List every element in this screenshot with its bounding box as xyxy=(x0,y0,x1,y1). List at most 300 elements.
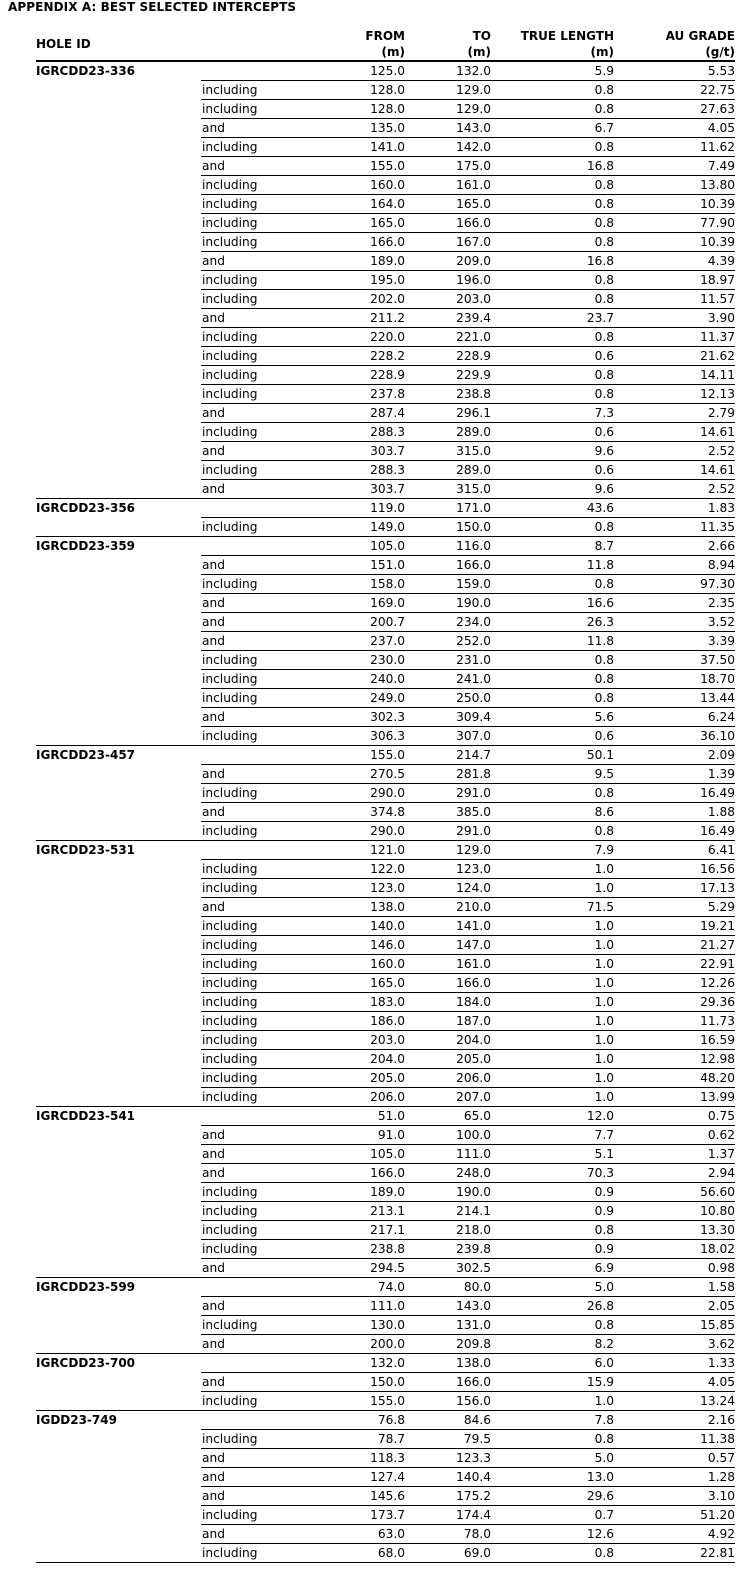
au-grade-cell: 11.37 xyxy=(614,328,735,347)
qualifier-cell: including xyxy=(201,290,321,309)
true-length-cell: 8.7 xyxy=(491,537,614,556)
true-length-cell: 7.8 xyxy=(491,1411,614,1430)
qualifier-cell: and xyxy=(201,442,321,461)
au-grade-cell: 2.52 xyxy=(614,442,735,461)
qualifier-cell: and xyxy=(201,1297,321,1316)
to-cell: 143.0 xyxy=(405,119,491,138)
qualifier-cell: including xyxy=(201,233,321,252)
true-length-cell: 70.3 xyxy=(491,1164,614,1183)
au-grade-cell: 21.27 xyxy=(614,936,735,955)
true-length-cell: 1.0 xyxy=(491,974,614,993)
true-length-cell: 0.8 xyxy=(491,784,614,803)
from-cell: 140.0 xyxy=(321,917,405,936)
au-grade-cell: 18.70 xyxy=(614,670,735,689)
header-true-length-label: TRUE LENGTH xyxy=(520,29,614,43)
qualifier-cell: and xyxy=(201,708,321,727)
to-cell: 221.0 xyxy=(405,328,491,347)
from-cell: 220.0 xyxy=(321,328,405,347)
true-length-cell: 7.9 xyxy=(491,841,614,860)
qualifier-cell: including xyxy=(201,1012,321,1031)
to-cell: 165.0 xyxy=(405,195,491,214)
au-grade-cell: 3.10 xyxy=(614,1487,735,1506)
true-length-cell: 26.3 xyxy=(491,613,614,632)
to-cell: 203.0 xyxy=(405,290,491,309)
qualifier-cell: and xyxy=(201,252,321,271)
qualifier-cell: including xyxy=(201,1544,321,1563)
au-grade-cell: 2.05 xyxy=(614,1297,735,1316)
from-cell: 118.3 xyxy=(321,1449,405,1468)
from-cell: 149.0 xyxy=(321,518,405,537)
qualifier-cell: and xyxy=(201,1487,321,1506)
qualifier-cell xyxy=(201,61,321,81)
qualifier-cell xyxy=(201,841,321,860)
qualifier-cell: including xyxy=(201,1031,321,1050)
header-hole-id: HOLE ID xyxy=(36,27,201,61)
header-to-label: TO xyxy=(472,29,491,43)
true-length-cell: 0.8 xyxy=(491,290,614,309)
true-length-cell: 0.6 xyxy=(491,461,614,480)
from-cell: 91.0 xyxy=(321,1126,405,1145)
true-length-cell: 0.8 xyxy=(491,233,614,252)
qualifier-cell: including xyxy=(201,100,321,119)
true-length-cell: 16.6 xyxy=(491,594,614,613)
true-length-cell: 1.0 xyxy=(491,860,614,879)
au-grade-cell: 1.88 xyxy=(614,803,735,822)
au-grade-cell: 48.20 xyxy=(614,1069,735,1088)
true-length-cell: 13.0 xyxy=(491,1468,614,1487)
true-length-cell: 11.8 xyxy=(491,632,614,651)
true-length-cell: 9.5 xyxy=(491,765,614,784)
from-cell: 119.0 xyxy=(321,499,405,518)
qualifier-cell xyxy=(201,1107,321,1126)
qualifier-cell: including xyxy=(201,670,321,689)
qualifier-cell xyxy=(201,499,321,518)
to-cell: 281.8 xyxy=(405,765,491,784)
au-grade-cell: 1.83 xyxy=(614,499,735,518)
au-grade-cell: 4.05 xyxy=(614,119,735,138)
qualifier-cell: including xyxy=(201,81,321,100)
header-au-grade-label: AU GRADE xyxy=(665,29,735,43)
to-cell: 248.0 xyxy=(405,1164,491,1183)
au-grade-cell: 4.39 xyxy=(614,252,735,271)
au-grade-cell: 16.49 xyxy=(614,822,735,841)
au-grade-cell: 13.99 xyxy=(614,1088,735,1107)
to-cell: 205.0 xyxy=(405,1050,491,1069)
true-length-cell: 0.7 xyxy=(491,1506,614,1525)
to-cell: 65.0 xyxy=(405,1107,491,1126)
from-cell: 189.0 xyxy=(321,252,405,271)
from-cell: 166.0 xyxy=(321,1164,405,1183)
to-cell: 184.0 xyxy=(405,993,491,1012)
qualifier-cell: including xyxy=(201,974,321,993)
table-row xyxy=(36,1354,735,1373)
true-length-cell: 0.8 xyxy=(491,100,614,119)
from-cell: 127.4 xyxy=(321,1468,405,1487)
from-cell: 211.2 xyxy=(321,309,405,328)
au-grade-cell: 12.26 xyxy=(614,974,735,993)
au-grade-cell: 11.35 xyxy=(614,518,735,537)
true-length-cell: 1.0 xyxy=(491,1050,614,1069)
qualifier-cell: including xyxy=(201,936,321,955)
header-au-grade xyxy=(614,27,735,61)
to-cell: 156.0 xyxy=(405,1392,491,1411)
qualifier-cell: and xyxy=(201,1449,321,1468)
to-cell: 175.2 xyxy=(405,1487,491,1506)
to-cell: 241.0 xyxy=(405,670,491,689)
to-cell: 69.0 xyxy=(405,1544,491,1563)
table-row xyxy=(36,841,735,860)
table-row xyxy=(36,1278,735,1297)
table-row xyxy=(36,537,735,556)
au-grade-cell: 2.52 xyxy=(614,480,735,499)
au-grade-cell: 14.61 xyxy=(614,423,735,442)
to-cell: 210.0 xyxy=(405,898,491,917)
qualifier-cell: including xyxy=(201,347,321,366)
true-length-cell: 29.6 xyxy=(491,1487,614,1506)
to-cell: 129.0 xyxy=(405,841,491,860)
qualifier-cell: and xyxy=(201,1335,321,1354)
qualifier-cell: including xyxy=(201,651,321,670)
au-grade-cell: 13.44 xyxy=(614,689,735,708)
true-length-cell: 1.0 xyxy=(491,1012,614,1031)
table-row xyxy=(36,499,735,518)
hole-id-cell: IGRCDD23-457 xyxy=(36,746,201,841)
from-cell: 160.0 xyxy=(321,176,405,195)
au-grade-cell: 15.85 xyxy=(614,1316,735,1335)
from-cell: 173.7 xyxy=(321,1506,405,1525)
qualifier-cell: including xyxy=(201,195,321,214)
hole-id-cell: IGRCDD23-599 xyxy=(36,1278,201,1354)
au-grade-cell: 1.58 xyxy=(614,1278,735,1297)
from-cell: 128.0 xyxy=(321,100,405,119)
table-row xyxy=(36,746,735,765)
true-length-cell: 7.3 xyxy=(491,404,614,423)
au-grade-cell: 5.29 xyxy=(614,898,735,917)
from-cell: 249.0 xyxy=(321,689,405,708)
qualifier-cell: including xyxy=(201,214,321,233)
qualifier-cell: and xyxy=(201,1468,321,1487)
to-cell: 296.1 xyxy=(405,404,491,423)
to-cell: 167.0 xyxy=(405,233,491,252)
au-grade-cell: 3.62 xyxy=(614,1335,735,1354)
qualifier-cell: including xyxy=(201,727,321,746)
from-cell: 151.0 xyxy=(321,556,405,575)
au-grade-cell: 1.39 xyxy=(614,765,735,784)
true-length-cell: 0.8 xyxy=(491,385,614,404)
to-cell: 209.8 xyxy=(405,1335,491,1354)
header-qualifier xyxy=(201,27,321,61)
au-grade-cell: 8.94 xyxy=(614,556,735,575)
from-cell: 111.0 xyxy=(321,1297,405,1316)
to-cell: 142.0 xyxy=(405,138,491,157)
qualifier-cell: including xyxy=(201,328,321,347)
from-cell: 186.0 xyxy=(321,1012,405,1031)
true-length-cell: 9.6 xyxy=(491,442,614,461)
to-cell: 174.4 xyxy=(405,1506,491,1525)
qualifier-cell: and xyxy=(201,556,321,575)
header-true-length-unit: (m) xyxy=(590,45,614,59)
to-cell: 196.0 xyxy=(405,271,491,290)
qualifier-cell: and xyxy=(201,765,321,784)
au-grade-cell: 2.35 xyxy=(614,594,735,613)
to-cell: 187.0 xyxy=(405,1012,491,1031)
qualifier-cell xyxy=(201,1411,321,1430)
from-cell: 155.0 xyxy=(321,157,405,176)
to-cell: 166.0 xyxy=(405,214,491,233)
qualifier-cell: including xyxy=(201,993,321,1012)
hole-id-cell: IGDD23-749 xyxy=(36,1411,201,1563)
true-length-cell: 12.0 xyxy=(491,1107,614,1126)
au-grade-cell: 0.57 xyxy=(614,1449,735,1468)
from-cell: 78.7 xyxy=(321,1430,405,1449)
au-grade-cell: 2.16 xyxy=(614,1411,735,1430)
qualifier-cell: including xyxy=(201,461,321,480)
qualifier-cell: including xyxy=(201,575,321,594)
to-cell: 206.0 xyxy=(405,1069,491,1088)
qualifier-cell: including xyxy=(201,1506,321,1525)
to-cell: 231.0 xyxy=(405,651,491,670)
true-length-cell: 8.2 xyxy=(491,1335,614,1354)
au-grade-cell: 5.53 xyxy=(614,61,735,81)
to-cell: 250.0 xyxy=(405,689,491,708)
header-au-grade-unit: (g/t) xyxy=(705,45,735,59)
au-grade-cell: 2.94 xyxy=(614,1164,735,1183)
qualifier-cell: and xyxy=(201,119,321,138)
hole-id-cell: IGRCDD23-359 xyxy=(36,537,201,746)
to-cell: 252.0 xyxy=(405,632,491,651)
qualifier-cell: including xyxy=(201,822,321,841)
qualifier-cell: including xyxy=(201,385,321,404)
qualifier-cell: and xyxy=(201,309,321,328)
from-cell: 230.0 xyxy=(321,651,405,670)
to-cell: 132.0 xyxy=(405,61,491,81)
from-cell: 122.0 xyxy=(321,860,405,879)
qualifier-cell: and xyxy=(201,1145,321,1164)
to-cell: 234.0 xyxy=(405,613,491,632)
au-grade-cell: 21.62 xyxy=(614,347,735,366)
true-length-cell: 1.0 xyxy=(491,1392,614,1411)
table-header-row xyxy=(36,27,735,61)
true-length-cell: 16.8 xyxy=(491,157,614,176)
true-length-cell: 0.8 xyxy=(491,1221,614,1240)
au-grade-cell: 18.97 xyxy=(614,271,735,290)
from-cell: 288.3 xyxy=(321,423,405,442)
au-grade-cell: 22.75 xyxy=(614,81,735,100)
true-length-cell: 0.6 xyxy=(491,727,614,746)
qualifier-cell: including xyxy=(201,879,321,898)
to-cell: 204.0 xyxy=(405,1031,491,1050)
to-cell: 166.0 xyxy=(405,1373,491,1392)
qualifier-cell: including xyxy=(201,1221,321,1240)
to-cell: 116.0 xyxy=(405,537,491,556)
true-length-cell: 50.1 xyxy=(491,746,614,765)
true-length-cell: 0.8 xyxy=(491,328,614,347)
from-cell: 123.0 xyxy=(321,879,405,898)
au-grade-cell: 10.80 xyxy=(614,1202,735,1221)
qualifier-cell xyxy=(201,537,321,556)
from-cell: 200.7 xyxy=(321,613,405,632)
true-length-cell: 1.0 xyxy=(491,993,614,1012)
au-grade-cell: 13.24 xyxy=(614,1392,735,1411)
to-cell: 123.3 xyxy=(405,1449,491,1468)
au-grade-cell: 22.81 xyxy=(614,1544,735,1563)
qualifier-cell: and xyxy=(201,1164,321,1183)
qualifier-cell: including xyxy=(201,860,321,879)
qualifier-cell: and xyxy=(201,404,321,423)
true-length-cell: 0.6 xyxy=(491,423,614,442)
qualifier-cell: and xyxy=(201,594,321,613)
to-cell: 385.0 xyxy=(405,803,491,822)
qualifier-cell: including xyxy=(201,917,321,936)
from-cell: 189.0 xyxy=(321,1183,405,1202)
au-grade-cell: 6.41 xyxy=(614,841,735,860)
au-grade-cell: 11.57 xyxy=(614,290,735,309)
from-cell: 128.0 xyxy=(321,81,405,100)
from-cell: 228.2 xyxy=(321,347,405,366)
qualifier-cell xyxy=(201,1354,321,1373)
from-cell: 51.0 xyxy=(321,1107,405,1126)
qualifier-cell: including xyxy=(201,176,321,195)
qualifier-cell: including xyxy=(201,366,321,385)
au-grade-cell: 16.59 xyxy=(614,1031,735,1050)
from-cell: 169.0 xyxy=(321,594,405,613)
from-cell: 158.0 xyxy=(321,575,405,594)
from-cell: 237.0 xyxy=(321,632,405,651)
to-cell: 141.0 xyxy=(405,917,491,936)
au-grade-cell: 12.13 xyxy=(614,385,735,404)
au-grade-cell: 11.38 xyxy=(614,1430,735,1449)
header-from-label: FROM xyxy=(365,29,405,43)
from-cell: 125.0 xyxy=(321,61,405,81)
au-grade-cell: 56.60 xyxy=(614,1183,735,1202)
to-cell: 78.0 xyxy=(405,1525,491,1544)
table-row xyxy=(36,61,735,81)
from-cell: 166.0 xyxy=(321,233,405,252)
qualifier-cell: and xyxy=(201,803,321,822)
qualifier-cell: including xyxy=(201,955,321,974)
true-length-cell: 0.8 xyxy=(491,670,614,689)
au-grade-cell: 10.39 xyxy=(614,233,735,252)
au-grade-cell: 11.73 xyxy=(614,1012,735,1031)
to-cell: 214.7 xyxy=(405,746,491,765)
true-length-cell: 0.8 xyxy=(491,575,614,594)
from-cell: 303.7 xyxy=(321,442,405,461)
from-cell: 200.0 xyxy=(321,1335,405,1354)
from-cell: 155.0 xyxy=(321,746,405,765)
au-grade-cell: 2.66 xyxy=(614,537,735,556)
to-cell: 228.9 xyxy=(405,347,491,366)
qualifier-cell: including xyxy=(201,784,321,803)
from-cell: 204.0 xyxy=(321,1050,405,1069)
true-length-cell: 6.9 xyxy=(491,1259,614,1278)
au-grade-cell: 3.39 xyxy=(614,632,735,651)
true-length-cell: 0.8 xyxy=(491,214,614,233)
header-to-unit: (m) xyxy=(467,45,491,59)
qualifier-cell: and xyxy=(201,1525,321,1544)
true-length-cell: 6.0 xyxy=(491,1354,614,1373)
page-title: APPENDIX A: BEST SELECTED INTERCEPTS xyxy=(8,0,297,14)
true-length-cell: 5.6 xyxy=(491,708,614,727)
qualifier-cell: and xyxy=(201,1259,321,1278)
au-grade-cell: 12.98 xyxy=(614,1050,735,1069)
true-length-cell: 0.8 xyxy=(491,81,614,100)
from-cell: 205.0 xyxy=(321,1069,405,1088)
to-cell: 238.8 xyxy=(405,385,491,404)
from-cell: 164.0 xyxy=(321,195,405,214)
to-cell: 150.0 xyxy=(405,518,491,537)
qualifier-cell: and xyxy=(201,613,321,632)
true-length-cell: 12.6 xyxy=(491,1525,614,1544)
qualifier-cell: including xyxy=(201,1202,321,1221)
header-from-unit: (m) xyxy=(381,45,405,59)
true-length-cell: 5.9 xyxy=(491,61,614,81)
true-length-cell: 26.8 xyxy=(491,1297,614,1316)
qualifier-cell: including xyxy=(201,1392,321,1411)
true-length-cell: 11.8 xyxy=(491,556,614,575)
qualifier-cell: including xyxy=(201,1050,321,1069)
to-cell: 289.0 xyxy=(405,423,491,442)
to-cell: 209.0 xyxy=(405,252,491,271)
true-length-cell: 16.8 xyxy=(491,252,614,271)
qualifier-cell: including xyxy=(201,138,321,157)
au-grade-cell: 1.33 xyxy=(614,1354,735,1373)
from-cell: 105.0 xyxy=(321,537,405,556)
au-grade-cell: 10.39 xyxy=(614,195,735,214)
hole-id-cell: IGRCDD23-336 xyxy=(36,61,201,499)
qualifier-cell: including xyxy=(201,1183,321,1202)
to-cell: 100.0 xyxy=(405,1126,491,1145)
from-cell: 146.0 xyxy=(321,936,405,955)
au-grade-cell: 51.20 xyxy=(614,1506,735,1525)
true-length-cell: 1.0 xyxy=(491,917,614,936)
qualifier-cell: including xyxy=(201,423,321,442)
au-grade-cell: 14.61 xyxy=(614,461,735,480)
true-length-cell: 15.9 xyxy=(491,1373,614,1392)
to-cell: 80.0 xyxy=(405,1278,491,1297)
from-cell: 217.1 xyxy=(321,1221,405,1240)
true-length-cell: 23.7 xyxy=(491,309,614,328)
from-cell: 228.9 xyxy=(321,366,405,385)
qualifier-cell xyxy=(201,746,321,765)
from-cell: 270.5 xyxy=(321,765,405,784)
header-true-length xyxy=(491,27,614,61)
au-grade-cell: 11.62 xyxy=(614,138,735,157)
from-cell: 138.0 xyxy=(321,898,405,917)
from-cell: 303.7 xyxy=(321,480,405,499)
to-cell: 159.0 xyxy=(405,575,491,594)
qualifier-cell: including xyxy=(201,1240,321,1259)
true-length-cell: 5.1 xyxy=(491,1145,614,1164)
from-cell: 141.0 xyxy=(321,138,405,157)
to-cell: 79.5 xyxy=(405,1430,491,1449)
true-length-cell: 0.8 xyxy=(491,1430,614,1449)
true-length-cell: 0.8 xyxy=(491,271,614,290)
to-cell: 161.0 xyxy=(405,955,491,974)
to-cell: 309.4 xyxy=(405,708,491,727)
to-cell: 84.6 xyxy=(405,1411,491,1430)
au-grade-cell: 16.49 xyxy=(614,784,735,803)
qualifier-cell: including xyxy=(201,1088,321,1107)
true-length-cell: 0.9 xyxy=(491,1183,614,1202)
to-cell: 239.4 xyxy=(405,309,491,328)
true-length-cell: 1.0 xyxy=(491,1069,614,1088)
from-cell: 155.0 xyxy=(321,1392,405,1411)
true-length-cell: 0.8 xyxy=(491,518,614,537)
from-cell: 306.3 xyxy=(321,727,405,746)
au-grade-cell: 14.11 xyxy=(614,366,735,385)
qualifier-cell: including xyxy=(201,271,321,290)
from-cell: 132.0 xyxy=(321,1354,405,1373)
